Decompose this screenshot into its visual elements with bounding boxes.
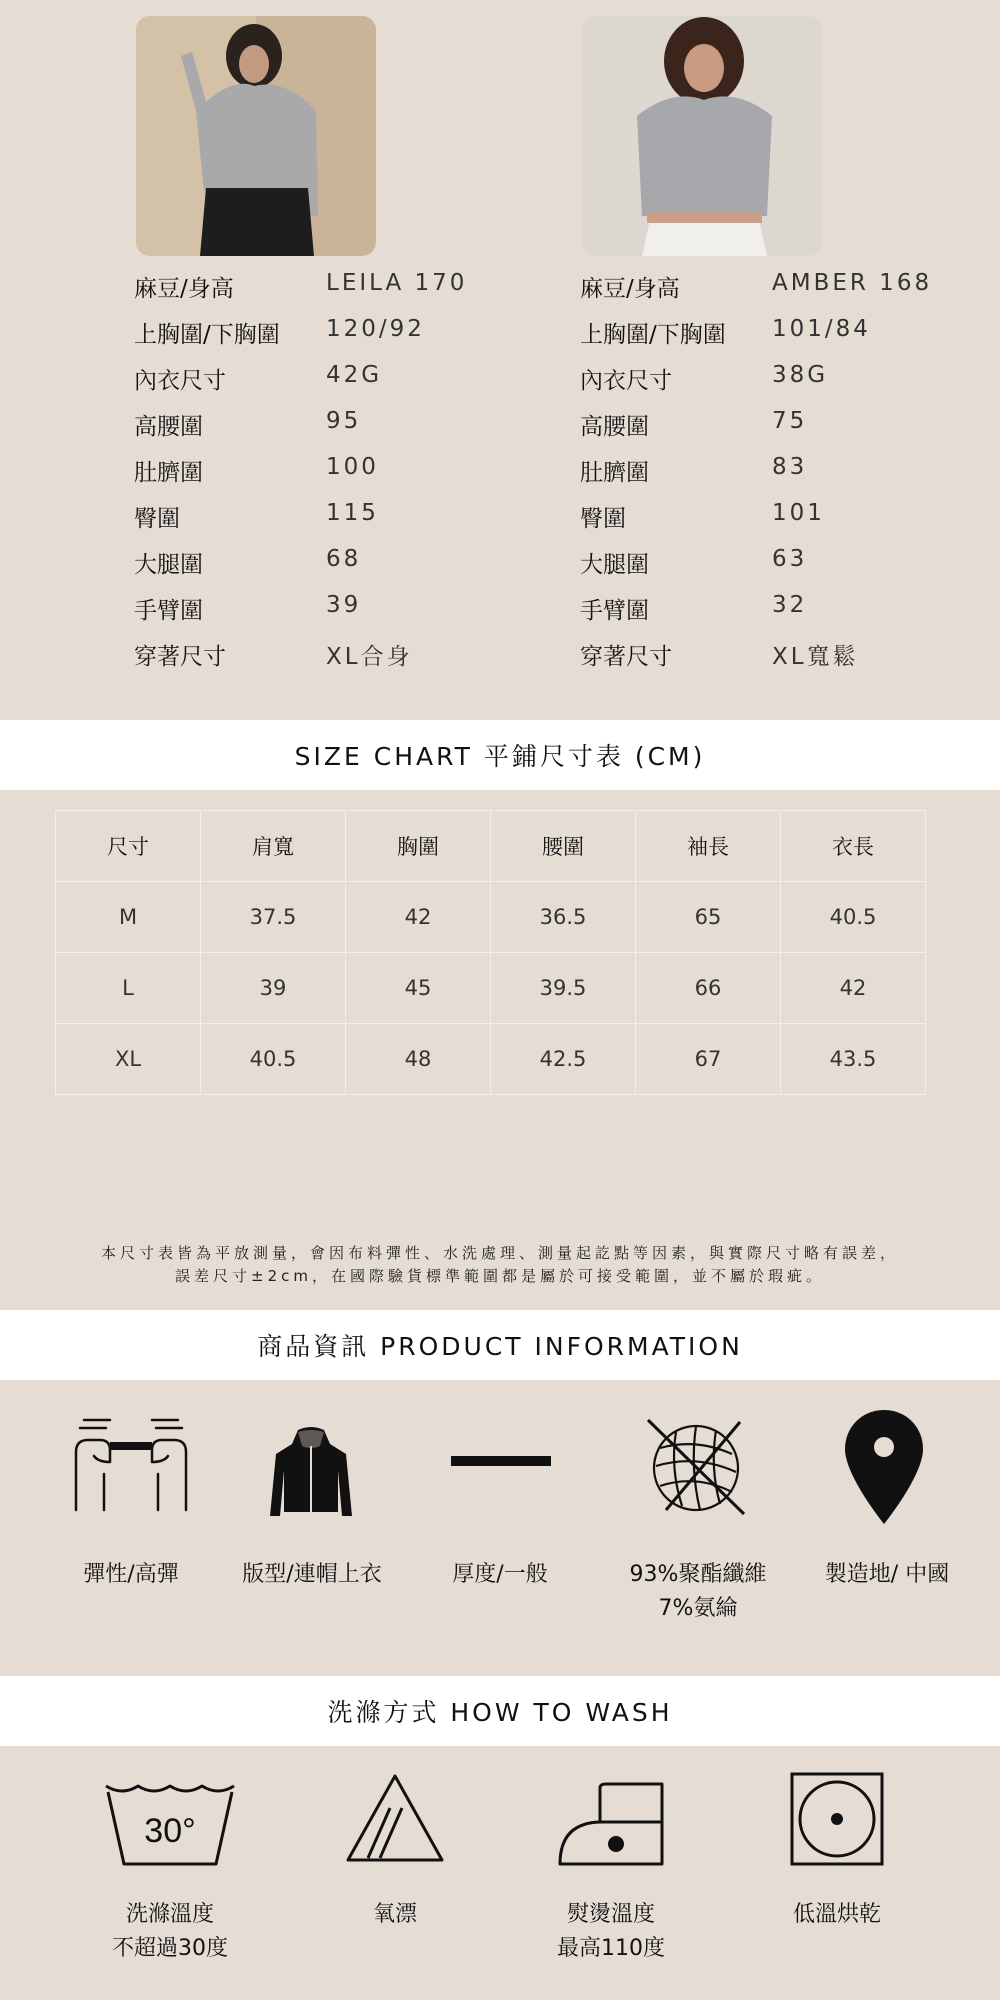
info-value: 39 — [326, 592, 362, 618]
dry-label: 低溫烘乾 — [792, 1902, 881, 1927]
tumble-dry-low-icon — [790, 1772, 884, 1866]
section-title: 洗滌方式 HOW TO WASH — [327, 1698, 673, 1727]
table-cell: M — [56, 882, 201, 953]
oxygen-bleach-icon — [344, 1772, 446, 1864]
iron-icon — [556, 1782, 666, 1868]
info-value: 42G — [326, 362, 383, 388]
table-header-cell: 胸圍 — [346, 811, 491, 882]
table-cell: 39 — [201, 953, 346, 1024]
wash-temp-line: 不超過30度 — [112, 1936, 228, 1961]
info-value: 63 — [772, 546, 808, 572]
info-label: 臀圍 — [580, 506, 626, 532]
model-info-amber — [580, 0, 960, 700]
wash-tub-icon — [102, 1780, 238, 1868]
section-title: 商品資訊 PRODUCT INFORMATION — [257, 1332, 743, 1361]
table-header-row — [56, 811, 926, 882]
yarn-ball-icon — [640, 1414, 750, 1524]
info-value: 101/84 — [772, 316, 871, 342]
info-label: 麻豆/身高 — [580, 276, 680, 302]
wash-temp-symbol: 30° — [144, 1812, 196, 1850]
table-row — [56, 953, 926, 1024]
info-value: 83 — [772, 454, 808, 480]
table-row — [56, 1024, 926, 1095]
table-header-cell: 袖長 — [636, 811, 781, 882]
table-cell: 37.5 — [201, 882, 346, 953]
hooded-jacket-icon — [268, 1424, 354, 1520]
table-cell: 43.5 — [781, 1024, 926, 1095]
info-value: 120/92 — [326, 316, 425, 342]
table-cell: 42.5 — [491, 1024, 636, 1095]
wash-temp-line: 洗滌溫度 — [125, 1902, 214, 1927]
size-note-line: 誤差尺寸±2cm，在國際驗貨標準範圍都是屬於可接受範圍，並不屬於瑕疵。 — [175, 1267, 825, 1285]
table-cell: 45 — [346, 953, 491, 1024]
info-label: 高腰圍 — [134, 414, 203, 440]
table-cell: 36.5 — [491, 882, 636, 953]
bleach-label: 氧漂 — [372, 1902, 417, 1927]
model-info-leila — [134, 0, 474, 700]
how-to-wash-banner — [0, 1676, 1000, 1746]
info-value: 75 — [772, 408, 808, 434]
info-label: 手臂圍 — [134, 598, 203, 624]
info-label: 大腿圍 — [580, 552, 649, 578]
section-title: SIZE CHART 平鋪尺寸表 (CM) — [294, 742, 706, 771]
table-cell: 40.5 — [201, 1024, 346, 1095]
iron-temp-line: 熨燙溫度 — [566, 1902, 655, 1927]
info-value: AMBER 168 — [772, 270, 933, 296]
info-label: 麻豆/身高 — [134, 276, 234, 302]
info-value: LEILA 170 — [326, 270, 468, 296]
info-label: 臀圍 — [134, 506, 180, 532]
info-label: 高腰圍 — [580, 414, 649, 440]
material-line: 7%氨綸 — [658, 1596, 738, 1621]
thickness-bar-icon — [451, 1456, 551, 1466]
material-line: 93%聚酯纖維 — [629, 1562, 767, 1587]
size-chart-banner — [0, 720, 1000, 790]
table-cell: 65 — [636, 882, 781, 953]
table-cell: 42 — [346, 882, 491, 953]
style-label: 版型/連帽上衣 — [242, 1562, 382, 1587]
table-cell: L — [56, 953, 201, 1024]
info-label: 穿著尺寸 — [580, 644, 672, 670]
info-label: 內衣尺寸 — [134, 368, 226, 394]
table-cell: 66 — [636, 953, 781, 1024]
info-label: 上胸圍/下胸圍 — [134, 322, 280, 348]
location-pin-icon — [843, 1408, 925, 1526]
info-value: 100 — [326, 454, 379, 480]
size-note — [0, 1242, 1000, 1288]
table-cell: 67 — [636, 1024, 781, 1095]
stretch-fabric-icon — [70, 1416, 192, 1512]
info-value: XL合身 — [326, 644, 413, 670]
info-value: 68 — [326, 546, 362, 572]
product-info-banner — [0, 1310, 1000, 1380]
elasticity-label: 彈性/高彈 — [83, 1562, 179, 1587]
table-header-cell: 肩寬 — [201, 811, 346, 882]
iron-temp-label — [511, 1898, 711, 1966]
iron-temp-line: 最高110度 — [557, 1936, 665, 1961]
table-cell: 39.5 — [491, 953, 636, 1024]
info-label: 上胸圍/下胸圍 — [580, 322, 726, 348]
table-cell: 48 — [346, 1024, 491, 1095]
info-value: 38G — [772, 362, 829, 388]
size-note-line: 本尺寸表皆為平放測量，會因布料彈性、水洗處理、測量起訖點等因素，與實際尺寸略有誤差， — [100, 1244, 899, 1262]
table-cell: 40.5 — [781, 882, 926, 953]
info-label: 內衣尺寸 — [580, 368, 672, 394]
info-value: 101 — [772, 500, 825, 526]
table-row — [56, 882, 926, 953]
info-value: 115 — [326, 500, 379, 526]
info-label: 手臂圍 — [580, 598, 649, 624]
material-label — [612, 1558, 784, 1626]
thickness-label: 厚度/一般 — [452, 1562, 548, 1587]
info-label: 大腿圍 — [134, 552, 203, 578]
info-value: 95 — [326, 408, 362, 434]
table-header-cell: 尺寸 — [56, 811, 201, 882]
info-value: XL寬鬆 — [772, 644, 859, 670]
size-table — [55, 810, 926, 1095]
info-label: 肚臍圍 — [580, 460, 649, 486]
info-label: 穿著尺寸 — [134, 644, 226, 670]
wash-temp-label — [70, 1898, 270, 1966]
table-cell: XL — [56, 1024, 201, 1095]
table-header-cell: 腰圍 — [491, 811, 636, 882]
table-cell: 42 — [781, 953, 926, 1024]
table-header-cell: 衣長 — [781, 811, 926, 882]
origin-label: 製造地/ 中國 — [824, 1562, 950, 1587]
info-label: 肚臍圍 — [134, 460, 203, 486]
info-value: 32 — [772, 592, 808, 618]
